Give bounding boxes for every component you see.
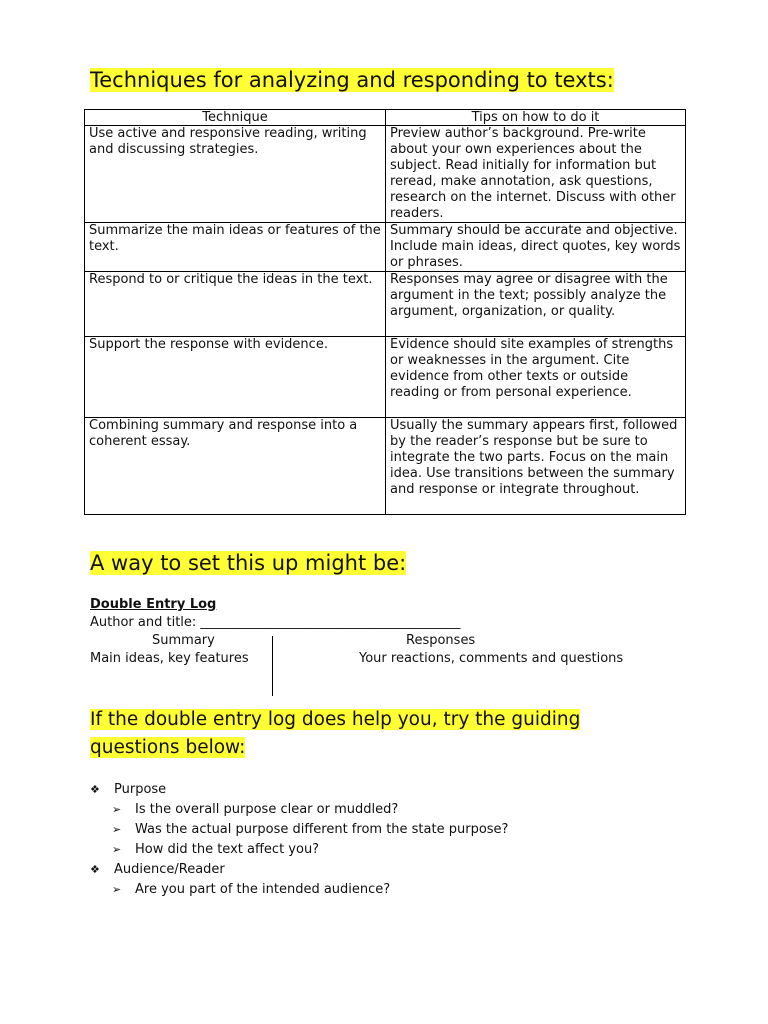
technique-cell: Respond to or critique the ideas in the text. bbox=[85, 272, 386, 337]
list-item: ➢ Are you part of the intended audience? bbox=[90, 880, 508, 900]
technique-cell: Support the response with evidence. bbox=[85, 337, 386, 418]
guiding-questions-heading: If the double entry log does help you, try the guiding questions below: bbox=[90, 709, 581, 758]
technique-cell: Use active and responsive reading, writing and discussing strategies. bbox=[85, 126, 386, 223]
table-row bbox=[85, 272, 686, 337]
table-row bbox=[85, 223, 686, 272]
technique-cell: Summarize the main ideas or features of the text. bbox=[85, 223, 386, 272]
arrow-bullet-icon: ➢ bbox=[112, 883, 122, 896]
summary-description: Main ideas, key features bbox=[90, 651, 249, 666]
list-item: ➢ How did the text affect you? bbox=[90, 840, 508, 860]
table-row bbox=[85, 126, 686, 223]
log-title: Double Entry Log bbox=[90, 597, 217, 612]
technique-cell: Combining summary and response into a coherent essay. bbox=[85, 418, 386, 515]
setup-heading: A way to set this up might be: bbox=[90, 551, 407, 575]
tips-cell: Usually the summary appears first, followed by the reader’s response but be sure to integrate the two parts. Focus on the main idea. Use transitions between the summary and response or integrate throughout. bbox=[386, 418, 686, 515]
tips-cell: Responses may agree or disagree with the argument in the text; possibly analyze the argument, organization, or quality. bbox=[386, 272, 686, 337]
column-header-tips: Tips on how to do it bbox=[386, 110, 686, 126]
responses-description: Your reactions, comments and questions bbox=[359, 651, 624, 666]
table-header-row bbox=[85, 110, 686, 126]
tips-cell: Summary should be accurate and objective. Include main ideas, direct quotes, key words or phrases. bbox=[386, 223, 686, 272]
list-item: ❖ Purpose bbox=[90, 780, 508, 800]
list-item: ❖ Audience/Reader bbox=[90, 860, 508, 880]
log-divider-line bbox=[272, 636, 273, 696]
guiding-questions-list bbox=[90, 780, 508, 900]
arrow-bullet-icon: ➢ bbox=[112, 823, 122, 836]
arrow-bullet-icon: ➢ bbox=[112, 803, 122, 816]
column-header-technique: Technique bbox=[85, 110, 386, 126]
page-heading: Techniques for analyzing and responding to texts: bbox=[90, 68, 614, 92]
table-row bbox=[85, 337, 686, 418]
table-row bbox=[85, 418, 686, 515]
techniques-table bbox=[84, 109, 686, 515]
summary-label: Summary bbox=[152, 633, 215, 648]
responses-label: Responses bbox=[406, 633, 476, 648]
tips-cell: Preview author’s background. Pre-write about your own experiences about the subject. Read initially for information but reread, make annotation, ask questions, research on the internet. Discuss with other readers. bbox=[386, 126, 686, 223]
diamond-bullet-icon: ❖ bbox=[90, 863, 100, 876]
diamond-bullet-icon: ❖ bbox=[90, 783, 100, 796]
list-item: ➢ Was the actual purpose different from the state purpose? bbox=[90, 820, 508, 840]
list-item: ➢ Is the overall purpose clear or muddled? bbox=[90, 800, 508, 820]
author-title-line: Author and title: ________________________________________ bbox=[90, 615, 461, 630]
double-entry-log bbox=[90, 596, 460, 632]
tips-cell: Evidence should site examples of strengths or weaknesses in the argument. Cite evidence from other texts or outside reading or from personal experience. bbox=[386, 337, 686, 418]
arrow-bullet-icon: ➢ bbox=[112, 843, 122, 856]
